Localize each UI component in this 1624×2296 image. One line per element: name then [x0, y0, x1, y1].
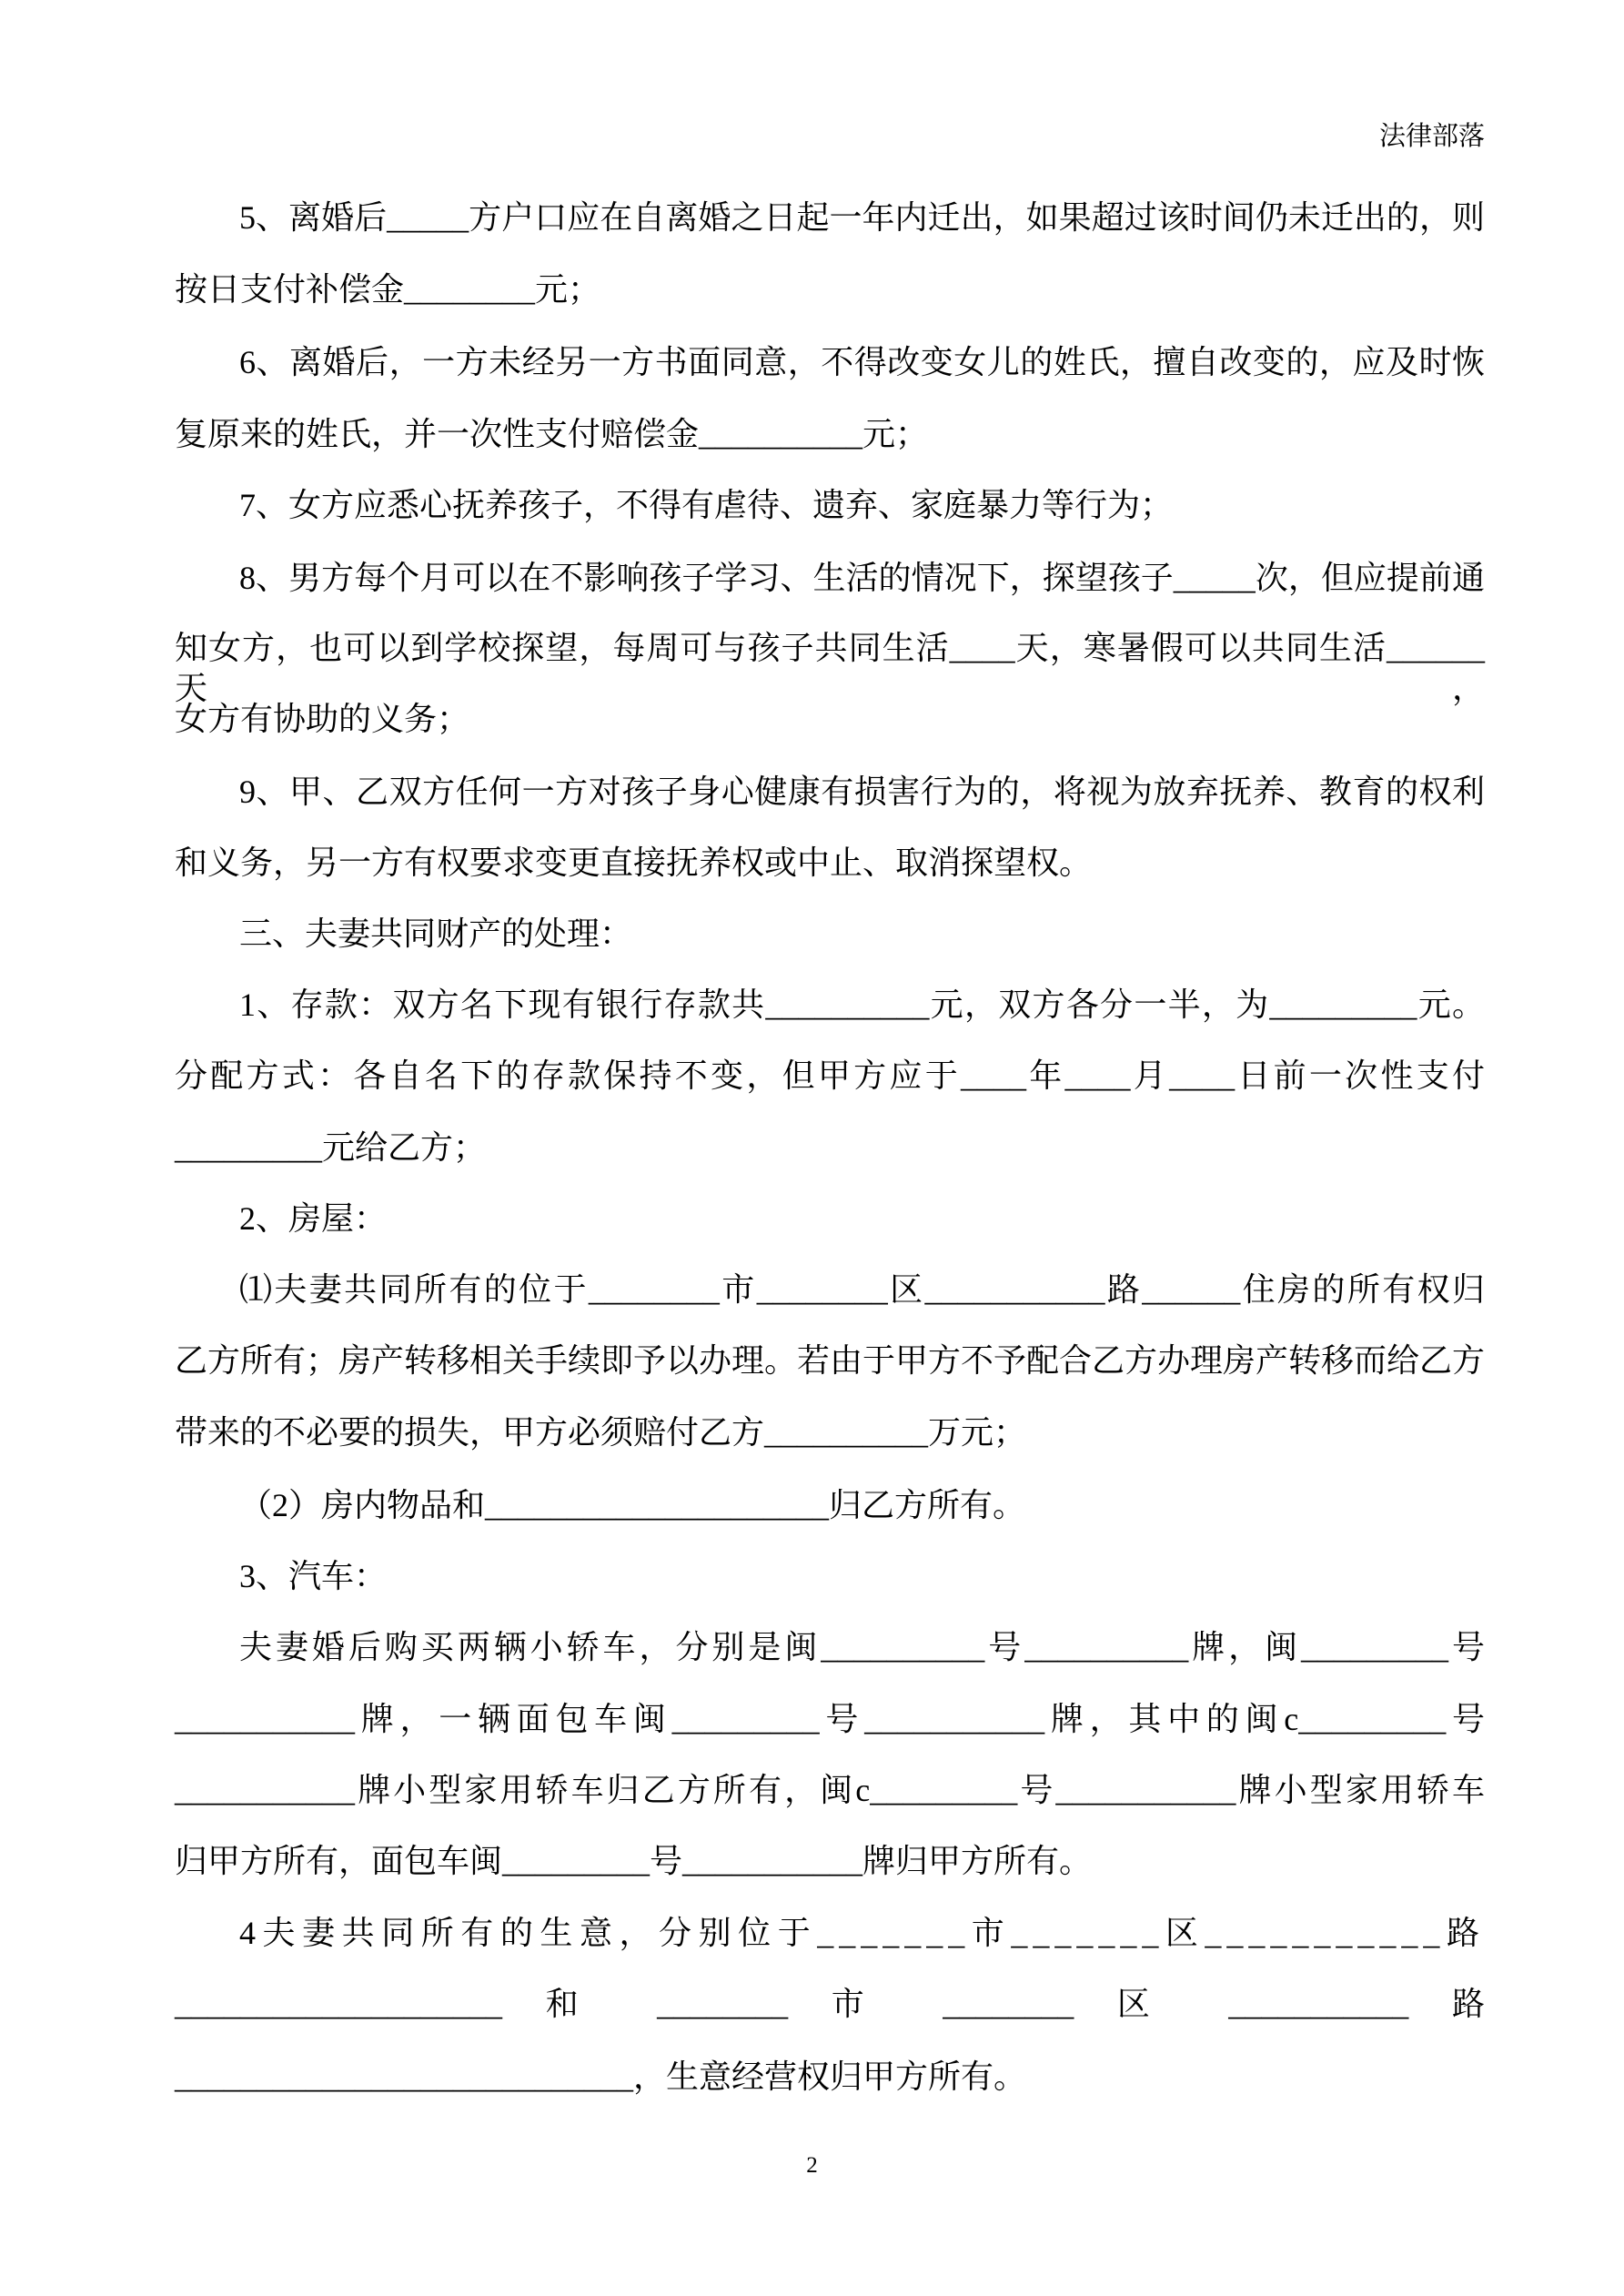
text-line: 8、男方每个月可以在不影响孩子学习、生活的情况下，探望孩子_____次，但应提前通 — [239, 560, 1485, 596]
text-line: 乙方所有；房产转移相关手续即予以办理。若由于甲方不予配合乙方办理房产转移而给乙方 — [175, 1342, 1486, 1379]
text-line: ⑴夫妻共同所有的位于________市________区___________路______住房的所有权归 — [239, 1271, 1485, 1308]
text-line: ___________牌，一辆面包车闽_________号___________牌，其中的闽c_________号 — [175, 1701, 1485, 1737]
text-line: ____________________________，生意经营权归甲方所有。 — [175, 2058, 1027, 2095]
text-line: 7、女方应悉心抚养孩子，不得有虐待、遗弃、家庭暴力等行为； — [239, 487, 1174, 523]
text-line: 9、甲、乙双方任何一方对孩子身心健康有损害行为的，将视为放弃抚养、教育的权利 — [239, 774, 1485, 810]
text-line: 按日支付补偿金________元； — [175, 271, 601, 308]
text-line: （2）房内物品和_____________________归乙方所有。 — [239, 1487, 1026, 1523]
text-line: 2、房屋： — [239, 1200, 388, 1237]
text-line: 和义务，另一方有权要求变更直接抚养权或中止、取消探望权。 — [175, 845, 1093, 881]
text-line: 5、离婚后_____方户口应在自离婚之日起一年内迁出，如果超过该时间仍未迁出的，则 — [239, 199, 1485, 236]
text-line: 归甲方所有，面包车闽_________号___________牌归甲方所有。 — [175, 1843, 1093, 1879]
text-line: _________元给乙方； — [175, 1129, 487, 1166]
text-line: 女方有协助的义务； — [175, 701, 470, 737]
text-line: 带来的不必要的损失，甲方必须赔付乙方__________万元； — [175, 1414, 1027, 1451]
text-line: 夫妻婚后购买两辆小轿车，分别是闽__________号__________牌，闽_________号 — [239, 1629, 1485, 1665]
text-line: 4夫妻共同所有的生意，分别位于_______市_______区___________路 — [239, 1915, 1485, 1951]
section-heading: 三、夫妻共同财产的处理： — [239, 915, 633, 952]
header-brand: 法律部落 — [1378, 122, 1485, 151]
text-line: ____________________ 和 ________ 市 ________ 区 ___________ 路 — [175, 1986, 1486, 2022]
text-line: 分配方式：各自名下的存款保持不变，但甲方应于____年____月____日前一次性支付 — [175, 1057, 1485, 1094]
text-line: 3、汽车： — [239, 1558, 388, 1594]
page-number: 2 — [806, 2153, 818, 2178]
text-line: ___________牌小型家用轿车归乙方所有，闽c_________号___________牌小型家用轿车 — [175, 1772, 1485, 1808]
text-line: 1、存款：双方名下现有银行存款共__________元，双方各分一半，为_________元。 — [239, 986, 1485, 1023]
text-line: 知女方，也可以到学校探望，每周可与孩子共同生活____天，寒暑假可以共同生活______天， — [175, 630, 1485, 706]
text-line: 6、离婚后，一方未经另一方书面同意，不得改变女儿的姓氏，擅自改变的，应及时恢 — [239, 344, 1485, 380]
text-line: 复原来的姓氏，并一次性支付赔偿金__________元； — [175, 416, 929, 452]
